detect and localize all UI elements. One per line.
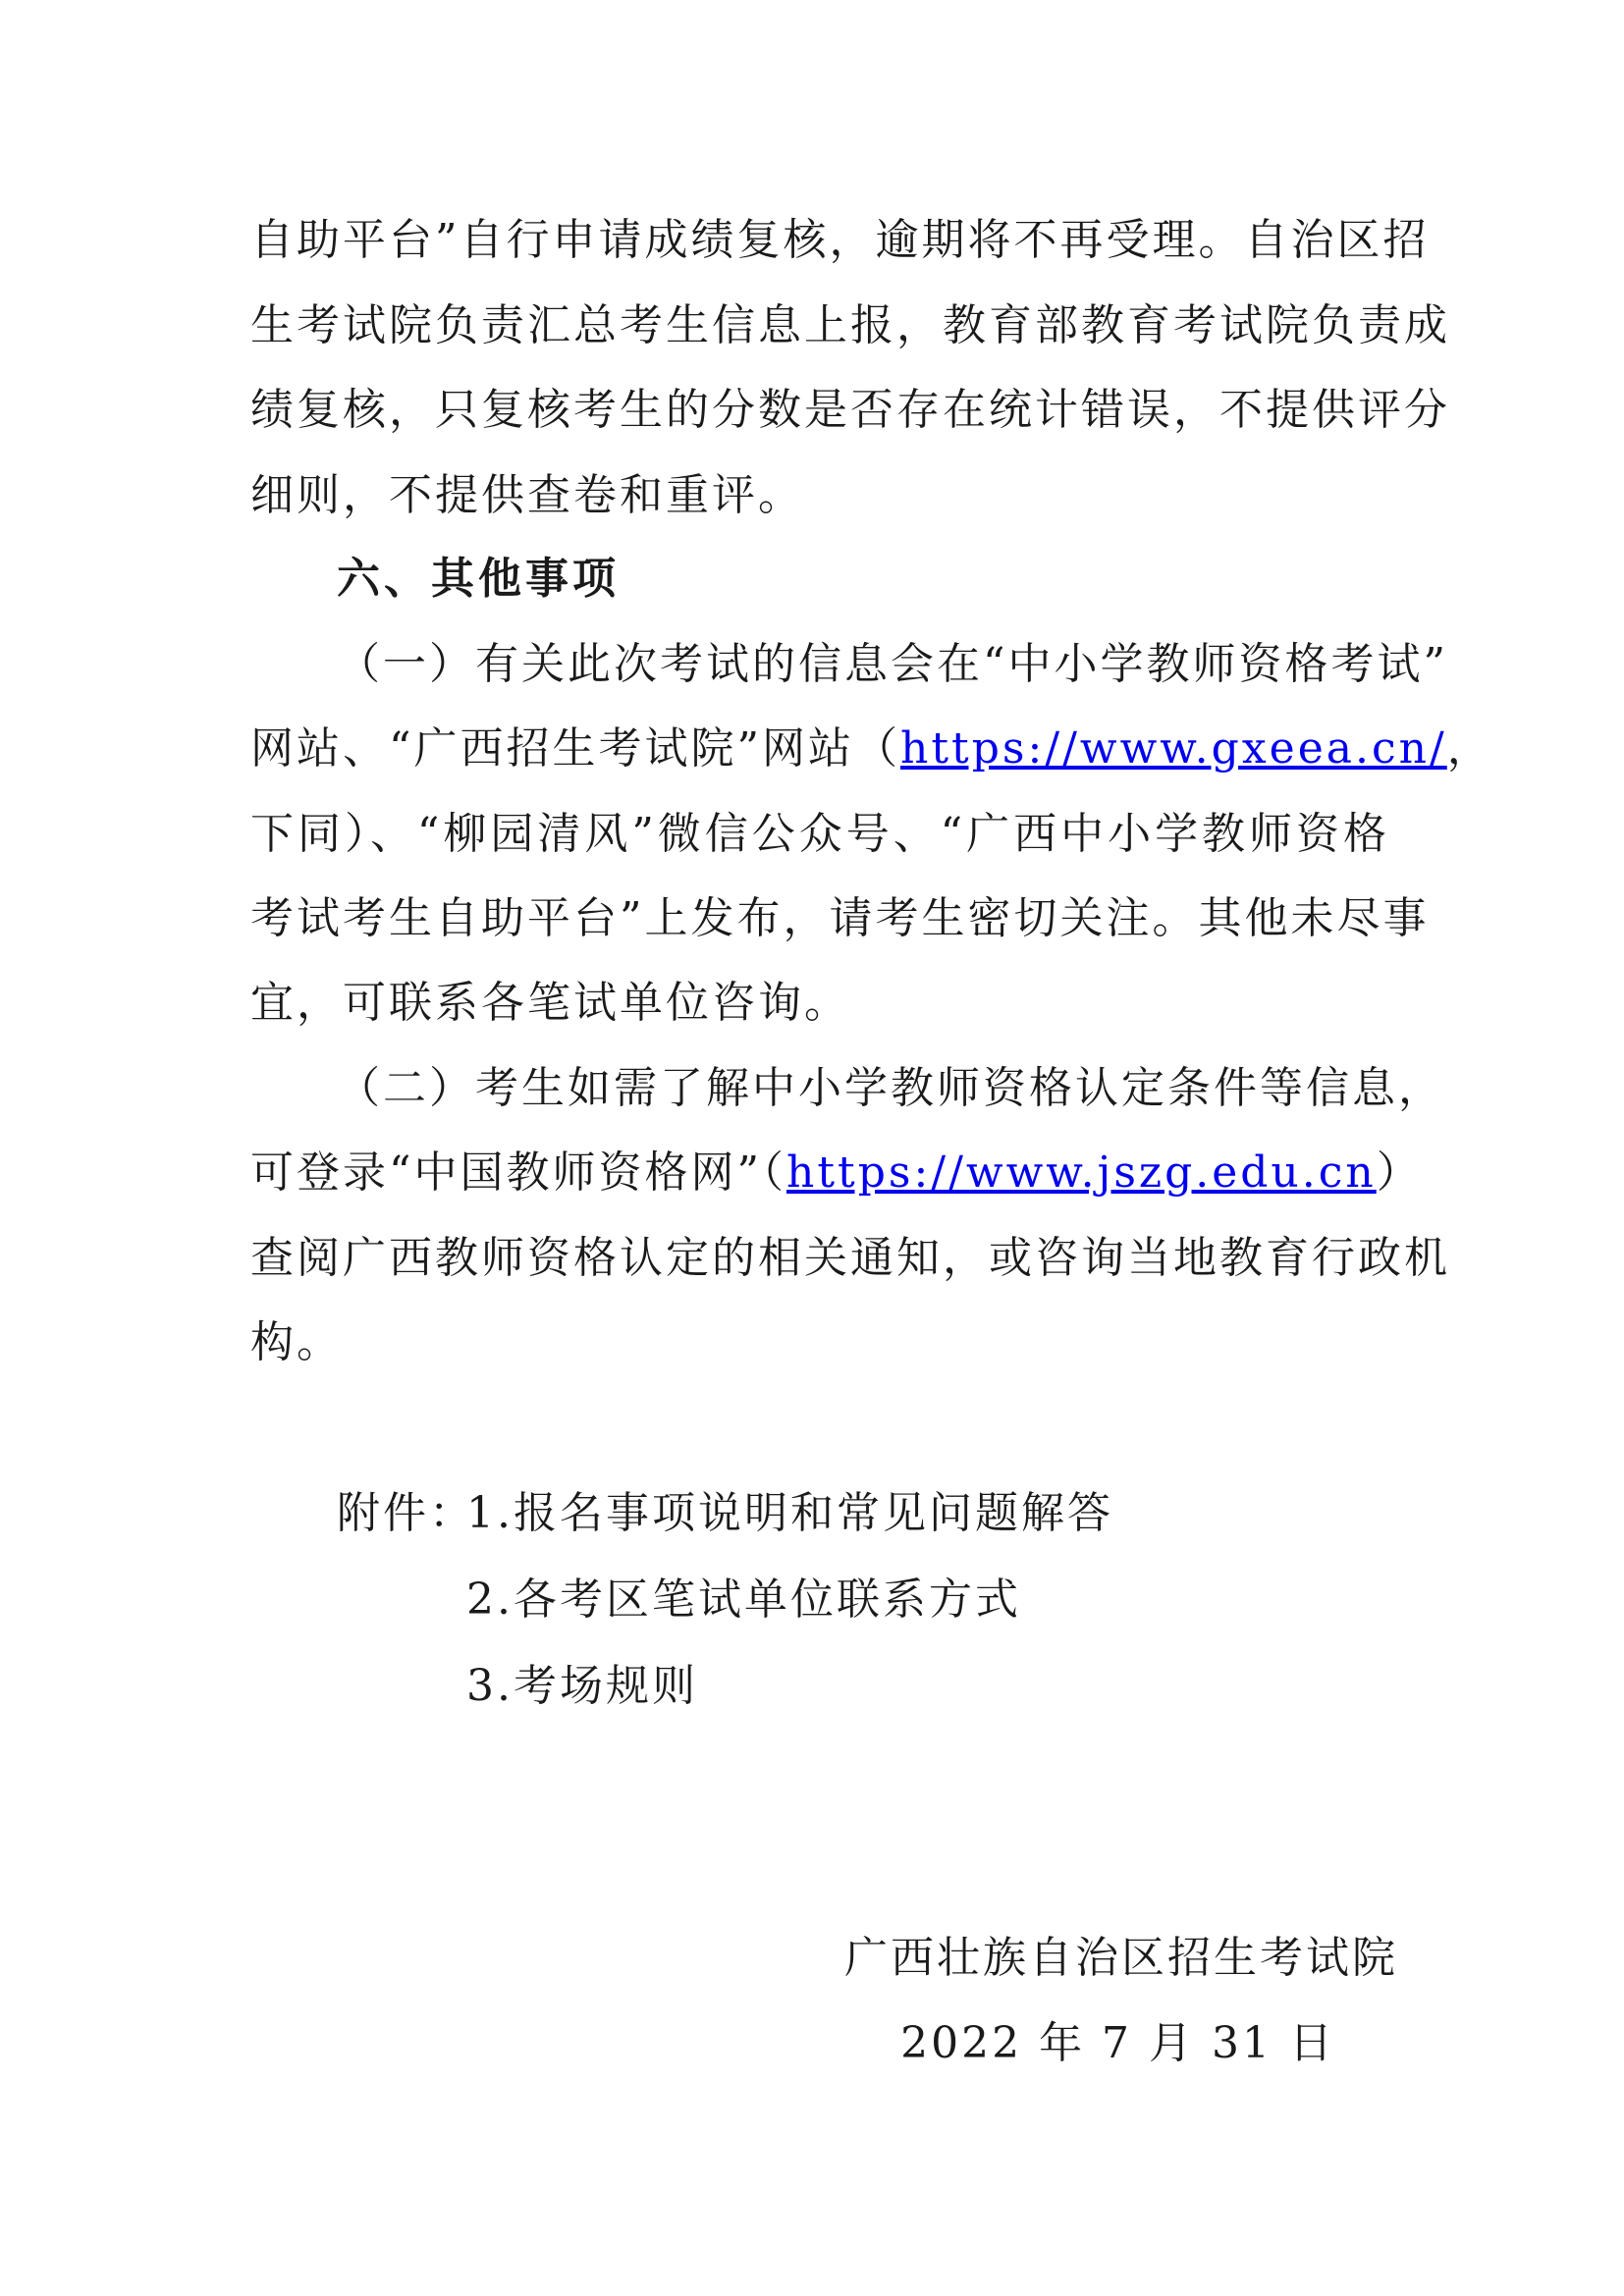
paragraph-line: 绩复核，只复核考生的分数是否存在统计错误，不提供评分 xyxy=(250,385,1450,435)
attachment-item: 3.考场规则 xyxy=(466,1661,698,1711)
paragraph-line: 考试考生自助平台”上发布，请考生密切关注。其他未尽事 xyxy=(250,893,1430,943)
text-segment: ， xyxy=(1446,723,1493,774)
paragraph-line: 生考试院负责汇总考生信息上报，教育部教育考试院负责成 xyxy=(250,300,1450,350)
paragraph-line: （二）考生如需了解中小学教师资格认定条件等信息， xyxy=(337,1063,1444,1113)
paragraph-line: 细则，不提供查卷和重评。 xyxy=(250,470,804,520)
text-segment: 网站、“广西招生考试院”网站（ xyxy=(250,723,900,774)
paragraph-line: 宜，可联系各笔试单位咨询。 xyxy=(250,978,850,1028)
paragraph-line: 下同）、“柳园清风”微信公众号、“广西中小学教师资格 xyxy=(250,809,1389,859)
attachments-label: 附件： xyxy=(337,1488,475,1538)
paragraph-line-with-link xyxy=(250,710,1493,788)
paragraph-line: 查阅广西教师资格认定的相关通知，或咨询当地教育行政机 xyxy=(250,1233,1450,1283)
section-heading: 六、其他事项 xyxy=(337,554,620,604)
attachment-item: 2.各考区笔试单位联系方式 xyxy=(466,1575,1021,1625)
issuing-organization: 广西壮族自治区招生考试院 xyxy=(844,1933,1398,1983)
gxeea-link[interactable]: https://www.gxeea.cn/ xyxy=(900,723,1447,774)
paragraph-line: 构。 xyxy=(250,1317,343,1367)
paragraph-line: （一）有关此次考试的信息会在“中小学教师资格考试” xyxy=(337,639,1448,689)
paragraph-line-with-link xyxy=(250,1134,1423,1212)
issue-date: 2022 年 7 月 31 日 xyxy=(900,2018,1335,2068)
text-segment: 可登录“中国教师资格网”（ xyxy=(250,1148,786,1198)
attachment-item: 1.报名事项说明和常见问题解答 xyxy=(466,1488,1113,1538)
jszg-link[interactable]: https://www.jszg.edu.cn xyxy=(786,1148,1377,1198)
paragraph-line: 自助平台”自行申请成绩复核，逾期将不再受理。自治区招 xyxy=(250,215,1430,265)
text-segment: ） xyxy=(1376,1148,1423,1198)
